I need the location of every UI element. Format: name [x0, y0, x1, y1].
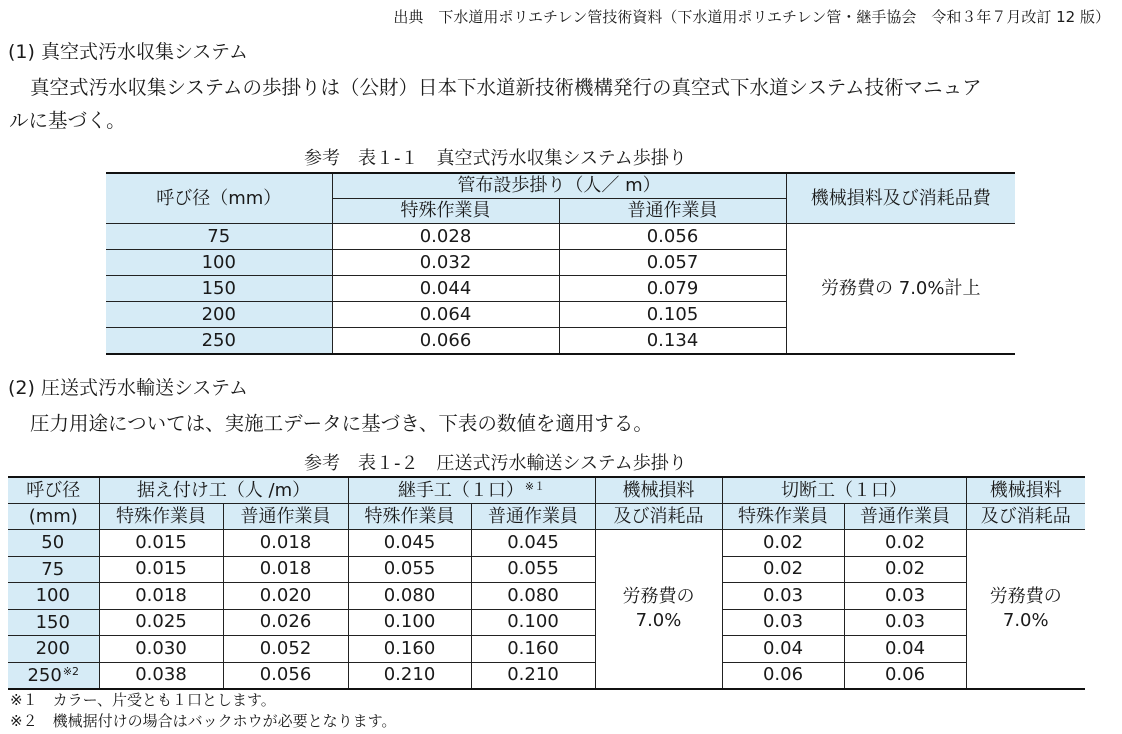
section1-paragraph-line2: ルに基づく。 — [9, 109, 126, 132]
t1-cell-diameter: 100 — [106, 250, 332, 276]
t2-header-joint-special: 特殊作業員 — [348, 504, 471, 530]
t2-cell-diameter — [8, 662, 99, 689]
t2-cell-joint-normal: 0.160 — [471, 636, 595, 663]
t2-header-diameter-l2: (mm) — [8, 504, 99, 530]
t2-cell-joint-special: 0.160 — [348, 636, 471, 663]
t2-cell-diameter — [8, 530, 99, 557]
t1-cell-special: 0.064 — [332, 302, 559, 328]
t2-header-joint — [348, 477, 595, 504]
t2-header-joint-normal: 普通作業員 — [471, 504, 595, 530]
table2-caption: 参考 表１-２ 圧送式汚水輸送システム歩掛り — [304, 453, 687, 474]
t2-cell-install-normal: 0.052 — [223, 636, 348, 663]
t2-cell-install-normal: 0.020 — [223, 583, 348, 610]
t2-cell-joint-normal: 0.210 — [471, 662, 595, 689]
t2-header-cut-normal: 普通作業員 — [844, 504, 966, 530]
t2-cell-cut-special: 0.02 — [722, 556, 844, 583]
t2-cell-cut-special: 0.03 — [722, 583, 844, 610]
t1-cell-special: 0.066 — [332, 328, 559, 355]
t2-cell-cut-normal: 0.04 — [844, 636, 966, 663]
t2-diameter-value: 75 — [41, 558, 65, 580]
table1-caption: 参考 表１-１ 真空式汚水収集システム歩掛り — [304, 148, 687, 169]
t2-cell-cut-special: 0.02 — [722, 530, 844, 557]
t1-cell-diameter: 200 — [106, 302, 332, 328]
t1-header-special-worker: 特殊作業員 — [332, 199, 559, 224]
t2-cell-joint-normal: 0.100 — [471, 609, 595, 636]
t2-cell-install-special: 0.015 — [99, 530, 223, 557]
t2-cell-install-special: 0.030 — [99, 636, 223, 663]
t2-header-diameter-l1: 呼び径 — [8, 477, 99, 504]
t2-machine-value — [595, 530, 722, 690]
table-row — [106, 224, 1015, 250]
t2-cell-diameter — [8, 609, 99, 636]
footnote-2: ※２ 機械据付けの場合はバックホウが必要となります。 — [10, 712, 397, 730]
t2-cell-joint-special: 0.055 — [348, 556, 471, 583]
t1-header-diameter: 呼び径（mm） — [106, 173, 332, 224]
t2-header-install: 据え付け工（人 /m） — [99, 477, 348, 504]
section2-heading: (2) 圧送式汚水輸送システム — [8, 377, 249, 399]
t2-cell-cut-normal: 0.03 — [844, 609, 966, 636]
t2-cell-joint-normal: 0.045 — [471, 530, 595, 557]
t2-header-machine2-l2: 及び消耗品 — [966, 504, 1085, 530]
t2-cell-cut-normal: 0.03 — [844, 583, 966, 610]
table-row — [8, 530, 1085, 557]
section1-paragraph-line1: 真空式汚水収集システムの歩掛りは（公財）日本下水道新技術機構発行の真空式下水道システム技術マニュア — [30, 76, 982, 99]
t2-header-joint-label: 継手工（１口） — [397, 480, 524, 501]
t2-cell-install-normal: 0.018 — [223, 556, 348, 583]
t2-diameter-value: 200 — [35, 638, 70, 660]
t1-header-machine-cost: 機械損料及び消耗品費 — [786, 173, 1015, 224]
t2-cell-cut-special: 0.04 — [722, 636, 844, 663]
t2-diameter-value: 100 — [35, 585, 70, 607]
t2-cell-joint-special: 0.210 — [348, 662, 471, 689]
t2-cell-install-normal: 0.026 — [223, 609, 348, 636]
table-row — [8, 609, 1085, 636]
t2-machine-value-l2: 7.0% — [635, 610, 682, 631]
t2-cell-cut-normal: 0.02 — [844, 556, 966, 583]
table-row — [8, 662, 1085, 689]
section1-heading: (1) 真空式汚水収集システム — [8, 41, 249, 63]
t2-machine2-value-l1: 労務費の — [989, 586, 1062, 607]
t1-cell-normal: 0.079 — [559, 276, 786, 302]
table-row — [8, 636, 1085, 663]
t1-header-pipe-laying: 管布設歩掛り（人／ m） — [332, 173, 786, 199]
t2-header-joint-note: ※１ — [524, 480, 546, 493]
t1-cell-special: 0.028 — [332, 224, 559, 250]
t2-header-cut: 切断工（１口） — [722, 477, 966, 504]
section2-paragraph: 圧力用途については、実施工データに基づき、下表の数値を適用する。 — [30, 412, 653, 435]
t2-cell-diameter — [8, 556, 99, 583]
t1-cell-special: 0.044 — [332, 276, 559, 302]
t2-machine-value-l1: 労務費の — [622, 586, 695, 607]
t2-cell-install-special: 0.025 — [99, 609, 223, 636]
t2-cell-install-special: 0.015 — [99, 556, 223, 583]
t2-cell-diameter — [8, 583, 99, 610]
t2-diameter-value: 150 — [35, 611, 70, 633]
t2-header-machine-l1: 機械損料 — [595, 477, 722, 504]
t2-cell-install-special: 0.038 — [99, 662, 223, 689]
source-citation: 出典 下水道用ポリエチレン管技術資料（下水道用ポリエチレン管・継手協会 令和３年７月改訂 12 版） — [393, 8, 1110, 26]
t2-cell-install-special: 0.018 — [99, 583, 223, 610]
t2-diameter-note: ※2 — [62, 664, 80, 678]
t2-cell-cut-special: 0.06 — [722, 662, 844, 689]
t2-cell-joint-special: 0.045 — [348, 530, 471, 557]
t1-cell-normal: 0.057 — [559, 250, 786, 276]
t2-header-cut-special: 特殊作業員 — [722, 504, 844, 530]
t2-machine2-value-l2: 7.0% — [1002, 610, 1049, 631]
t2-header-machine-l2: 及び消耗品 — [595, 504, 722, 530]
t2-cell-cut-normal: 0.02 — [844, 530, 966, 557]
t2-cell-cut-special: 0.03 — [722, 609, 844, 636]
t2-cell-joint-normal: 0.055 — [471, 556, 595, 583]
t1-cell-normal: 0.134 — [559, 328, 786, 355]
table-row — [8, 583, 1085, 610]
t2-machine2-value — [966, 530, 1085, 690]
table1-vacuum-system — [106, 172, 1015, 355]
t2-cell-install-normal: 0.056 — [223, 662, 348, 689]
t1-machine-value: 労務費の 7.0%計上 — [786, 224, 1015, 355]
table-row — [8, 556, 1085, 583]
t2-cell-cut-normal: 0.06 — [844, 662, 966, 689]
t1-header-normal-worker: 普通作業員 — [559, 199, 786, 224]
t2-cell-diameter — [8, 636, 99, 663]
t1-cell-normal: 0.105 — [559, 302, 786, 328]
t1-cell-diameter: 150 — [106, 276, 332, 302]
footnote-1: ※１ カラー、片受とも１口とします。 — [10, 691, 276, 709]
t2-diameter-value: 50 — [41, 532, 65, 554]
t1-cell-normal: 0.056 — [559, 224, 786, 250]
table2-pressure-system — [8, 476, 1085, 690]
t2-cell-install-normal: 0.018 — [223, 530, 348, 557]
t2-cell-joint-special: 0.100 — [348, 609, 471, 636]
t1-cell-diameter: 250 — [106, 328, 332, 355]
t1-cell-diameter: 75 — [106, 224, 332, 250]
t2-header-install-special: 特殊作業員 — [99, 504, 223, 530]
t2-diameter-value: 250 — [27, 664, 62, 686]
t2-cell-joint-special: 0.080 — [348, 583, 471, 610]
t2-header-install-normal: 普通作業員 — [223, 504, 348, 530]
t1-cell-special: 0.032 — [332, 250, 559, 276]
t2-cell-joint-normal: 0.080 — [471, 583, 595, 610]
t2-header-machine2-l1: 機械損料 — [966, 477, 1085, 504]
